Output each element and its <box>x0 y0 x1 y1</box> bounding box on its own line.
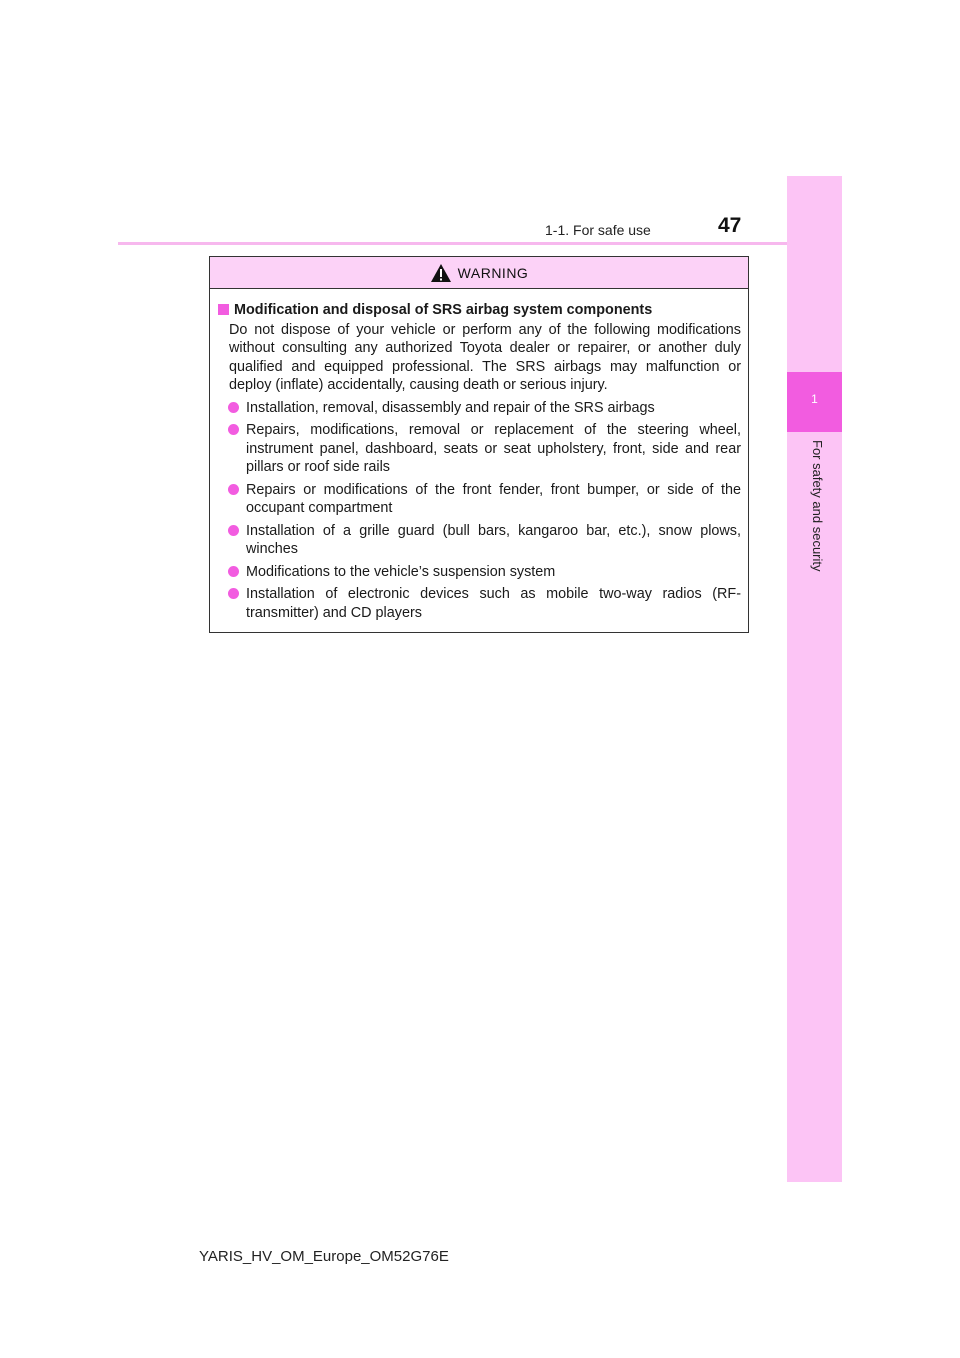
page-number: 47 <box>718 214 742 237</box>
warning-heading-text: Modification and disposal of SRS airbag system components <box>234 302 653 318</box>
list-item <box>228 585 741 622</box>
warning-title: WARNING <box>457 264 529 281</box>
square-bullet-icon <box>218 304 229 315</box>
list-item <box>228 563 741 582</box>
list-item <box>228 481 741 518</box>
warning-heading <box>218 301 741 320</box>
warning-body <box>210 289 748 622</box>
list-item-text: Installation, removal, disassembly and repair of the SRS airbags <box>246 399 655 416</box>
warning-list <box>228 399 741 623</box>
bullet-dot-icon <box>228 402 239 413</box>
section-title: 1-1. For safe use <box>545 222 651 238</box>
document-code: YARIS_HV_OM_Europe_OM52G76E <box>199 1248 449 1265</box>
list-item-text: Installation of a grille guard (bull bars, kangaroo bar, etc.), snow plows, winches <box>246 522 741 557</box>
warning-paragraph: Do not dispose of your vehicle or perform any of the following modifications without consulting any authorized Toyota dealer or repairer, or another duly qualified and equipped professional. The SRS airbags may malfunction or deploy (inflate) accidentally, causing death or serious injury. <box>229 321 741 393</box>
list-item-text: Repairs, modifications, removal or replacement of the steering wheel, instrument panel, dashboard, seats or seat upholstery, front, side and rear pillars or roof side rails <box>246 422 741 475</box>
list-item <box>228 399 741 418</box>
list-item <box>228 522 741 559</box>
bullet-dot-icon <box>228 588 239 599</box>
bullet-dot-icon <box>228 484 239 495</box>
chapter-number: 1 <box>811 392 818 406</box>
list-item-text: Repairs or modifications of the front fender, front bumper, or side of the occupant compartment <box>246 481 741 516</box>
bullet-dot-icon <box>228 525 239 536</box>
side-tab <box>787 176 842 1182</box>
list-item <box>228 421 741 477</box>
list-item-text: Modifications to the vehicle’s suspension system <box>246 563 556 580</box>
warning-box <box>209 256 749 633</box>
warning-header <box>210 257 748 289</box>
warning-triangle-icon <box>430 263 452 283</box>
header-rule <box>118 242 842 245</box>
bullet-dot-icon <box>228 566 239 577</box>
chapter-label: For safety and security <box>810 440 825 572</box>
bullet-dot-icon <box>228 424 239 435</box>
list-item-text: Installation of electronic devices such as mobile two-way radios (RF-transmitter) and CD players <box>246 586 741 621</box>
chapter-tab[interactable] <box>787 372 842 432</box>
